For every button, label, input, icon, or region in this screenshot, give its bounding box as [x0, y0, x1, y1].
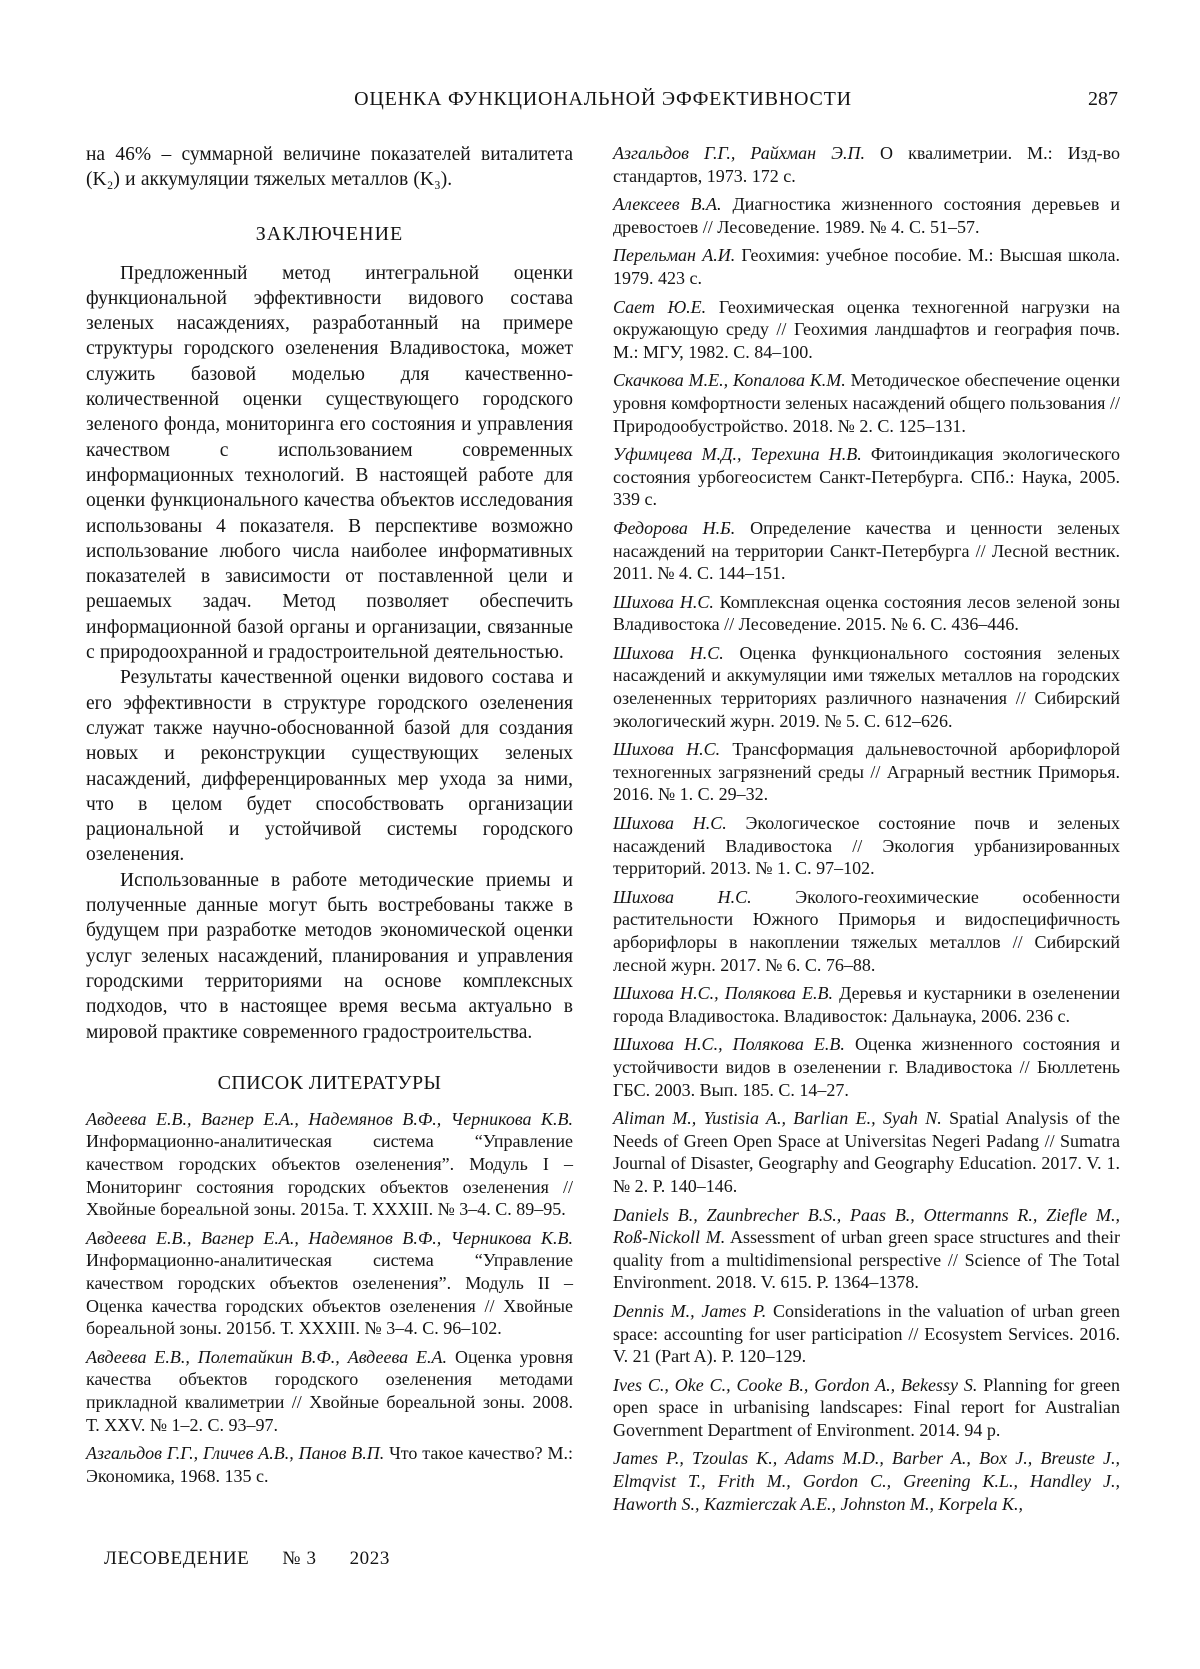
reference-text: Геохимическая оценка техногенной нагрузки на окружающую среду // Геохимия ландшафтов и география почв. М.: МГУ, 1982. С. 84–100.	[613, 296, 1120, 362]
reference-text: Planning for green open space in urbanising landscapes: Final report for Australian Government Department of Environment. 2014. 94 p.	[613, 1374, 1120, 1440]
reference-text: Фитоиндикация экологического состояния урбогеосистем Санкт-Петербурга. СПб.: Наука, 2005. 339 с.	[613, 444, 1121, 510]
reference-item	[613, 982, 1120, 1027]
intro-continuation-paragraph: на 46% – суммарной величине показателей виталитета (K₂) и аккумуляции тяжелых металлов (K₃).	[86, 144, 573, 191]
reference-text: Оценка уровня качества объектов городского озеленения методами прикладной квалиметрии // Хвойные бореальной зоны. 2008. Т. XXV. № 1–2. С. 93–97.	[86, 1346, 573, 1435]
reference-text: Assessment of urban green space structures and their quality from a multidimensional perspective // Science of The Total Environment. 2018. V. 615. P. 1364–1378.	[613, 1227, 1120, 1293]
reference-item	[613, 193, 1120, 238]
conclusion-paragraph: Использованные в работе методические приемы и полученные данные могут быть востребованы также в будущем при разработке методов экономической оценки услуг зеленых насаждений, планирования и управления городскими территориями на основе комплексных подходов, что в настоящее время весьма актуально в мировой практике современного градостроительства.	[86, 869, 573, 1043]
reference-item	[613, 642, 1120, 732]
reference-authors: Уфимцева М.Д., Терехина Н.В.	[613, 444, 862, 465]
reference-item	[613, 517, 1120, 585]
conclusion-paragraph: Результаты качественной оценки видового состава и его эффективности в структуре городского озеленения служат также научно-обоснованной базой для создания новых и реконструкции существующих зеленых насаждений, дифференцированных мер ухода за ними, что в целом будет способствовать организации рациональной и устойчивой системы городского озеленения.	[86, 667, 573, 866]
reference-authors: Авдеева Е.В., Вагнер Е.А., Надемянов В.Ф., Черникова К.В.	[86, 1227, 573, 1248]
two-column-layout	[86, 142, 1120, 1521]
reference-authors: Ives C., Oke C., Cooke B., Gordon A., Bekessy S.	[613, 1374, 978, 1395]
reference-item	[613, 1204, 1120, 1294]
reference-item	[613, 443, 1120, 511]
reference-text: Трансформация дальневосточной арборифлорой техногенных загрязнений среды // Аграрный вестник Приморья. 2016. № 1. С. 29–32.	[613, 739, 1120, 805]
reference-text: Экологическое состояние почв и зеленых насаждений Владивостока // Экология урбанизированных территорий. 2013. № 1. С. 97–102.	[613, 813, 1120, 879]
reference-authors: Авдеева Е.В., Полетайкин В.Ф., Авдеева Е.А.	[86, 1346, 448, 1367]
conclusion-paragraph: Предложенный метод интегральной оценки функциональной эффективности видового состава зеленых насаждениях, разработанный на примере структуры городского озеленения Владивостока, может служить базовой моделью для качественно-количественной оценки существующего городского зеленого фонда, мониторинга его состояния и управления качеством с использованием современных информационных технологий. В настоящей работе для оценки функционального качества объектов исследования использованы 4 показателя. В перспективе возможно использование любого числа наиболее информативных показателей в зависимости от поставленной цели и решаемых задач. Метод позволяет обеспечить информационной базой органы и организации, связанные с природоохранной и градостроительной деятельностью.	[86, 262, 573, 664]
reference-authors: Азгальдов Г.Г., Райхман Э.П.	[613, 143, 865, 163]
footer-year: 2023	[349, 1548, 390, 1569]
reference-text: Диагностика жизненного состояния деревьев и древостоев // Лесоведение. 1989. № 4. С. 51–57.	[613, 194, 1120, 237]
reference-text: Эколого-геохимические особенности растительности Южного Приморья и видоспецифичность арборифлоры в накоплении тяжелых металлов // Сибирский лесной журн. 2017. № 6. С. 76–88.	[613, 886, 1120, 975]
reference-text: Деревья и кустарники в озеленении города Владивостока. Владивосток: Дальнаука, 2006. 236 с.	[613, 983, 1120, 1026]
reference-item	[86, 1346, 573, 1436]
reference-text: Оценка жизненного состояния и устойчивости видов в озеленении г. Владивостока // Бюллетень ГБС. 2003. Вып. 185. С. 14–27.	[613, 1034, 1120, 1100]
reference-item	[613, 886, 1120, 976]
reference-item	[613, 369, 1120, 437]
right-column	[613, 142, 1120, 1521]
reference-authors: Шихова Н.С.	[613, 739, 721, 760]
reference-item	[613, 1300, 1120, 1368]
reference-text: Геохимия: учебное пособие. М.: Высшая школа. 1979. 423 с.	[613, 245, 1121, 288]
reference-item	[613, 812, 1120, 880]
reference-authors: Скачкова М.Е., Копалова К.М.	[613, 370, 846, 391]
reference-authors: Шихова Н.С.	[613, 642, 724, 663]
reference-item	[613, 1033, 1120, 1101]
reference-authors: Шихова Н.С.	[613, 886, 752, 907]
footer-journal-name: ЛЕСОВЕДЕНИЕ	[104, 1548, 250, 1569]
journal-footer	[104, 1548, 390, 1570]
reference-text: Методическое обеспечение оценки уровня комфортности зеленых насаждений общего пользования // Природообустройство. 2018. № 2. С. 125–131.	[613, 370, 1120, 436]
reference-item	[86, 1442, 573, 1487]
conclusion-paragraphs	[86, 261, 573, 1045]
reference-item	[613, 591, 1120, 636]
reference-item	[613, 738, 1120, 806]
reference-authors: Федорова Н.Б.	[613, 517, 736, 538]
reference-item	[613, 1107, 1120, 1197]
reference-authors: Шихова Н.С.	[613, 813, 727, 834]
reference-text: Определение качества и ценности зеленых насаждений на территории Санкт-Петербурга // Лесной вестник. 2011. № 4. С. 144–151.	[613, 517, 1120, 584]
reference-authors: Шихова Н.С.	[613, 591, 714, 612]
reference-item	[613, 244, 1120, 289]
reference-authors: Aliman M., Yustisia A., Barlian E., Syah N.	[613, 1108, 942, 1129]
left-column	[86, 142, 573, 1493]
references-heading: СПИСОК ЛИТЕРАТУРЫ	[217, 1071, 442, 1094]
reference-text: Considerations in the valuation of urban green space: accounting for user participation // Ecosystem Services. 2016. V. 21 (Part A). P. 120–129.	[613, 1300, 1121, 1367]
reference-item	[86, 1227, 573, 1340]
left-references-list	[86, 1108, 573, 1488]
reference-text: Информационно-аналитическая система “Управление качеством городских объектов озеленения”. Модуль I – Мониторинг состояния городских объектов озеленения // Хвойные бореальной зоны. 2015а. Т. XXXIII. № 3–4. С. 89–95.	[86, 1131, 573, 1220]
reference-authors: Шихова Н.С., Полякова Е.В.	[613, 1034, 845, 1055]
footer-issue-number: № 3	[282, 1548, 317, 1569]
reference-authors: Сает Ю.Е.	[613, 296, 707, 317]
running-head-title: ОЦЕНКА ФУНКЦИОНАЛЬНОЙ ЭФФЕКТИВНОСТИ	[354, 88, 852, 110]
reference-text: Что такое качество? М.: Экономика, 1968. 135 с.	[86, 1443, 573, 1486]
reference-authors: Перельман А.И.	[613, 245, 736, 266]
conclusion-heading: ЗАКЛЮЧЕНИЕ	[255, 222, 404, 245]
reference-text: О квалиметрии. М.: Изд-во стандартов, 1973. 172 с.	[613, 143, 1121, 186]
page-number: 287	[1088, 88, 1118, 110]
reference-text: Комплексная оценка состояния лесов зеленой зоны Владивостока // Лесоведение. 2015. № 6. С. 436–446.	[613, 591, 1120, 635]
right-references-list	[613, 142, 1120, 1515]
reference-text: Оценка функционального состояния зеленых насаждений и аккумуляции ими тяжелых металлов на городских озелененных территориях различного назначения // Сибирский экологический журн. 2019. № 5. С. 612–626.	[613, 642, 1121, 731]
reference-item	[613, 142, 1120, 187]
reference-text: Информационно-аналитическая система “Управление качеством городских объектов озеленения”. Модуль II – Оценка качества городских объектов озеленения // Хвойные бореальной зоны. 2015б. Т. XXXIII. № 3–4. С. 96–102.	[86, 1250, 573, 1339]
reference-authors: Авдеева Е.В., Вагнер Е.А., Надемянов В.Ф., Черникова К.В.	[86, 1108, 573, 1129]
reference-authors: Daniels B., Zaunbrecher B.S., Paas B., Ottermanns R., Ziefle M., Roß-Nickoll M.	[613, 1204, 1120, 1248]
reference-authors: Азгальдов Г.Г., Гличев А.В., Панов В.П.	[86, 1443, 385, 1464]
running-head	[86, 88, 1120, 116]
reference-authors: Алексеев В.А.	[613, 194, 722, 215]
reference-item	[613, 1447, 1120, 1515]
reference-authors: Шихова Н.С., Полякова Е.В.	[613, 983, 834, 1004]
reference-authors: James P., Tzoulas K., Adams M.D., Barber A., Box J., Breuste J., Elmqvist T., Frith M., Gordon C., Greening K.L., Handley J., Haworth S., Kazmierczak A.E., Johnston M., Korpela K.,	[613, 1448, 1120, 1514]
reference-item	[613, 296, 1120, 364]
reference-item	[86, 1108, 573, 1221]
reference-authors: Dennis M., James P.	[613, 1300, 767, 1321]
reference-text: Spatial Analysis of the Needs of Green Open Space at Universitas Negeri Padang // Sumatra Journal of Disaster, Geography and Geography Education. 2017. V. 1. № 2. P. 140–146.	[613, 1108, 1121, 1196]
reference-item	[613, 1374, 1120, 1442]
